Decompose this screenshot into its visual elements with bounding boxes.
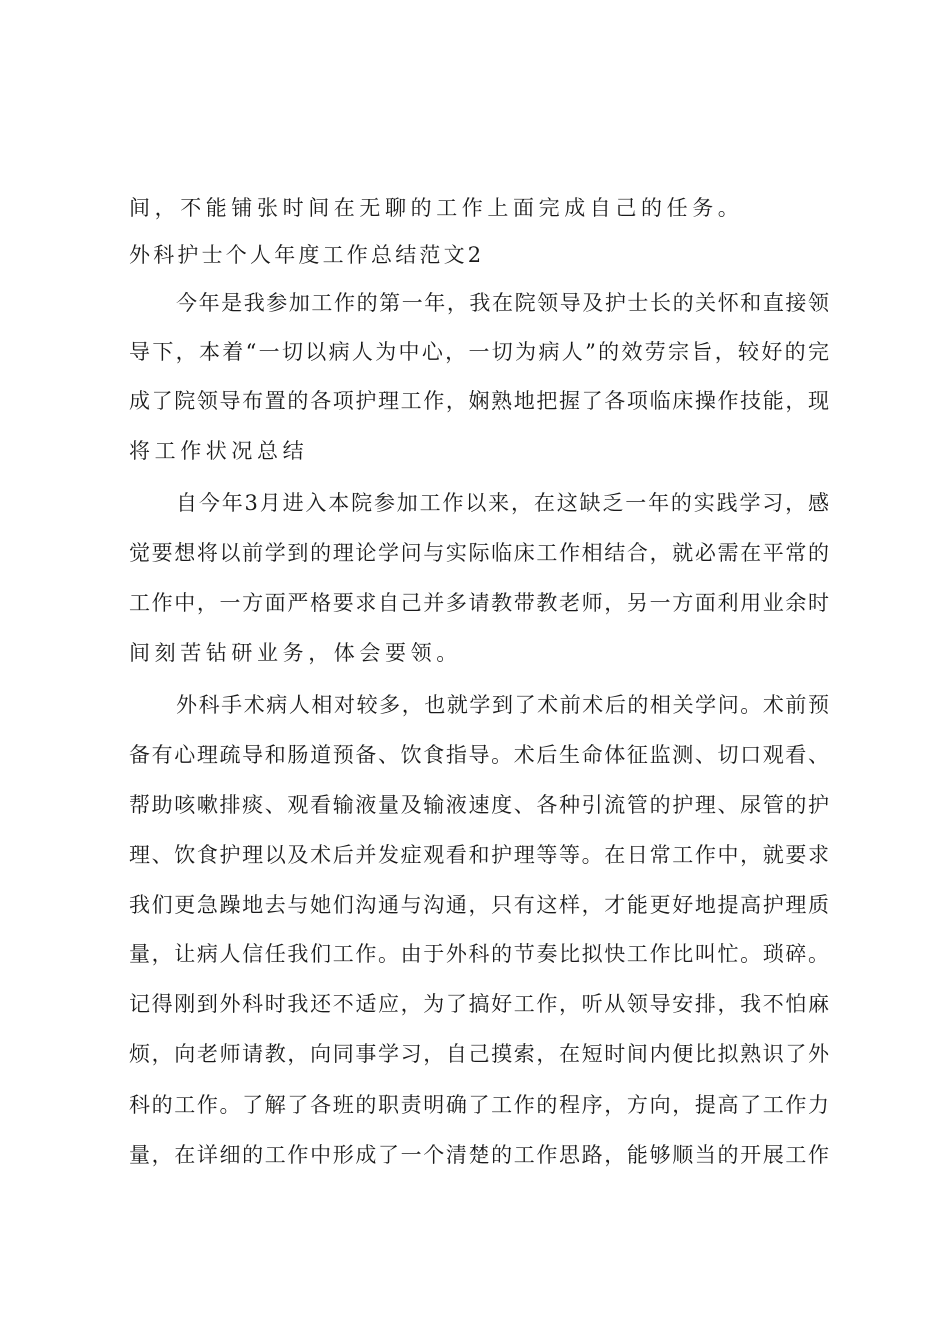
paragraph-line: 导下，本着“一切以病人为中心，一切为病人”的效劳宗旨，较好的完	[129, 340, 829, 364]
section-heading: 外科护士个人年度工作总结范文2	[129, 243, 485, 267]
paragraph-line: 量，让病人信任我们工作。由于外科的节奏比拟快工作比叫忙。琐碎。	[129, 942, 829, 966]
paragraph-line: 理、饮食护理以及术后并发症观看和护理等等。在日常工作中，就要求	[129, 843, 829, 867]
paragraph-line: 将工作状况总结	[129, 439, 309, 463]
paragraph-line: 量，在详细的工作中形成了一个清楚的工作思路，能够顺当的开展工作	[129, 1143, 829, 1167]
paragraph-line: 记得刚到外科时我还不适应，为了搞好工作，听从领导安排，我不怕麻	[129, 992, 829, 1016]
paragraph-line: 工作中，一方面严格要求自己并多请教带教老师，另一方面利用业余时	[129, 591, 829, 615]
paragraph-line: 自今年3月进入本院参加工作以来，在这缺乏一年的实践学习，感	[176, 491, 829, 515]
paragraph-line: 觉要想将以前学到的理论学问与实际临床工作相结合，就必需在平常的	[129, 541, 829, 565]
paragraph-line: 备有心理疏导和肠道预备、饮食指导。术后生命体征监测、切口观看、	[129, 743, 829, 767]
paragraph-line: 帮助咳嗽排痰、观看输液量及输液速度、各种引流管的护理、尿管的护	[129, 793, 829, 817]
paragraph-line: 外科手术病人相对较多，也就学到了术前术后的相关学问。术前预	[176, 693, 829, 717]
paragraph-line: 我们更急躁地去与她们沟通与沟通，只有这样，才能更好地提高护理质	[129, 893, 829, 917]
paragraph-line: 成了院领导布置的各项护理工作，娴熟地把握了各项临床操作技能，现	[129, 389, 829, 413]
paragraph-line: 今年是我参加工作的第一年，我在院领导及护士长的关怀和直接领	[176, 291, 829, 315]
text-line: 间，不能铺张时间在无聊的工作上面完成自己的任务。	[129, 196, 744, 220]
paragraph-line: 烦，向老师请教，向同事学习，自己摸索，在短时间内便比拟熟识了外	[129, 1042, 829, 1066]
paragraph-line: 间刻苦钻研业务，体会要领。	[129, 641, 462, 665]
paragraph-line: 科的工作。了解了各班的职责明确了工作的程序，方向，提高了工作力	[129, 1093, 829, 1117]
